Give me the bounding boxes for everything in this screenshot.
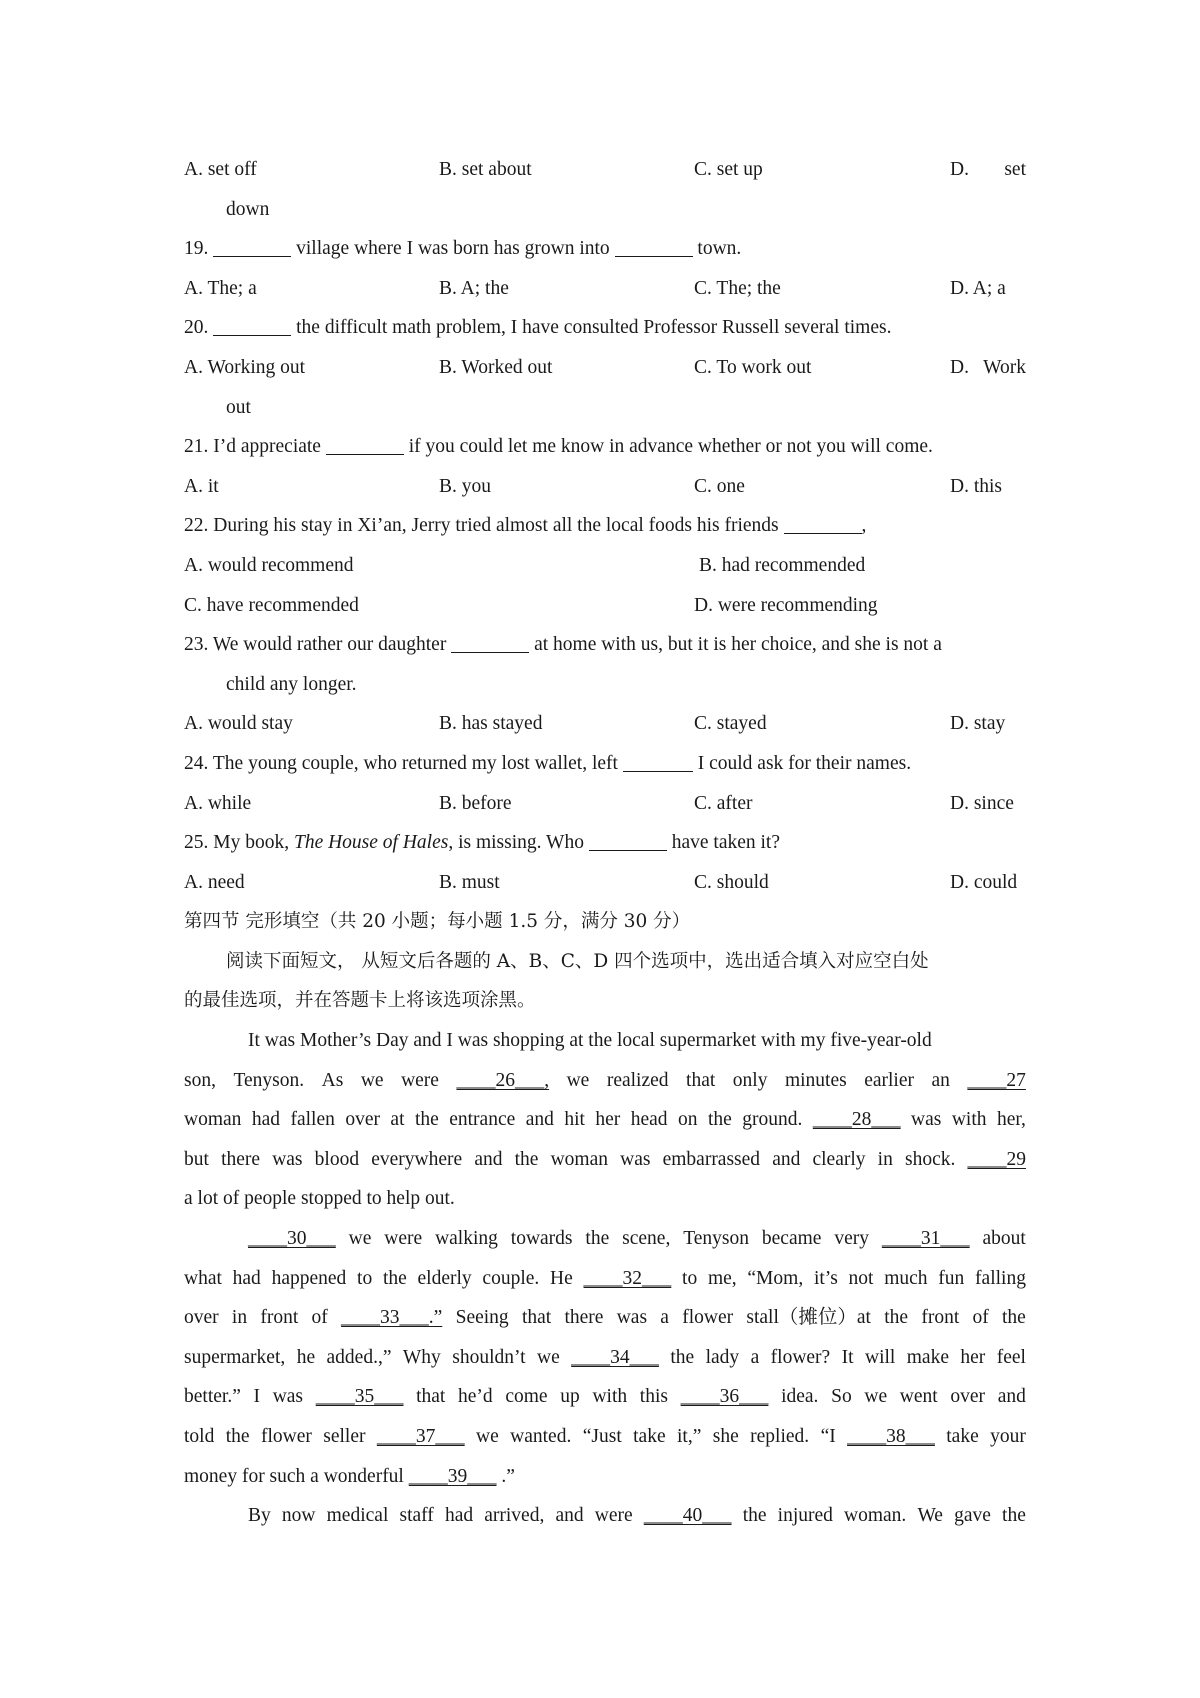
passage-line-6 bbox=[184, 1219, 1026, 1259]
q21-text: 21. I’d appreciate bbox=[184, 436, 321, 458]
passage-line-4 bbox=[184, 1140, 1026, 1180]
q25-book-title: The House of Hales bbox=[293, 832, 449, 854]
q24-option-b: B. before bbox=[439, 792, 512, 814]
q19-blank-1 bbox=[213, 236, 291, 257]
cloze-blank: ____30___ bbox=[248, 1228, 336, 1250]
passage-word: a bbox=[750, 1346, 760, 1368]
passage-word: the bbox=[1002, 1505, 1026, 1527]
passage-word: It bbox=[841, 1346, 854, 1368]
q24-text: 24. The young couple, who returned my lost wallet, left bbox=[184, 752, 618, 774]
q24-blank bbox=[623, 751, 693, 772]
passage-word: at bbox=[390, 1109, 405, 1131]
q18-option-a: A. set off bbox=[184, 159, 257, 180]
passage-word: head bbox=[630, 1109, 668, 1131]
q20-option-d-letter: D. bbox=[950, 356, 969, 378]
passage-word: an bbox=[931, 1069, 950, 1091]
passage-word: we bbox=[566, 1069, 590, 1091]
passage-word: the bbox=[707, 1109, 732, 1131]
passage-word: had bbox=[444, 1505, 474, 1527]
passage-word: he’d bbox=[458, 1386, 493, 1408]
passage-word: flower bbox=[260, 1426, 312, 1447]
passage-word: earlier bbox=[864, 1069, 914, 1091]
cloze-blank: ____27 bbox=[967, 1069, 1026, 1091]
passage-word: was bbox=[616, 1307, 648, 1329]
passage-word: “Just bbox=[582, 1426, 622, 1447]
q19-blank-2 bbox=[615, 236, 693, 257]
passage-word: with bbox=[951, 1109, 987, 1131]
q22-options-row-1 bbox=[184, 546, 1026, 586]
passage-line-12-end: .” bbox=[501, 1465, 515, 1487]
cloze-blank: ____34___ bbox=[571, 1346, 659, 1368]
passage-word: now bbox=[281, 1505, 316, 1527]
q19-number: 19. bbox=[184, 238, 209, 260]
passage-word: I bbox=[253, 1386, 261, 1408]
q18-options bbox=[184, 150, 1026, 190]
cloze-blank: ____28___ bbox=[812, 1109, 901, 1131]
q23-option-d: D. stay bbox=[950, 713, 1006, 735]
section-instructions-2: 的最佳选项，并在答题卡上将该选项涂黑。 bbox=[184, 990, 536, 1012]
q20-blank bbox=[213, 315, 291, 336]
passage-word: the bbox=[225, 1426, 250, 1447]
cloze-blank: ____40___ bbox=[643, 1505, 732, 1527]
passage-word: By bbox=[248, 1505, 271, 1527]
passage-word: added.,” bbox=[326, 1346, 392, 1368]
passage-word: staff bbox=[399, 1505, 434, 1527]
passage-word: shock. bbox=[904, 1148, 956, 1170]
passage-word: of bbox=[972, 1307, 989, 1329]
passage-word: that bbox=[416, 1386, 446, 1408]
passage-word: front bbox=[921, 1307, 960, 1329]
q21-blank bbox=[326, 434, 404, 455]
q25-option-c: C. should bbox=[694, 871, 769, 893]
passage-word: the bbox=[514, 1148, 539, 1170]
passage-word: were bbox=[594, 1505, 633, 1527]
q25-option-d: D. could bbox=[950, 871, 1018, 893]
passage-word: Seeing bbox=[455, 1307, 509, 1329]
cloze-blank-39: ____39___ bbox=[408, 1465, 497, 1487]
passage-word: but bbox=[184, 1148, 209, 1170]
passage-word: We bbox=[917, 1505, 943, 1527]
passage-word: the bbox=[414, 1109, 439, 1131]
passage-word: only bbox=[732, 1069, 768, 1091]
passage-word: we bbox=[536, 1346, 560, 1368]
passage-line-13 bbox=[184, 1496, 1026, 1536]
passage-word: your bbox=[990, 1426, 1026, 1447]
q20-option-c: C. To work out bbox=[694, 356, 812, 378]
section-instructions-1: 阅读下面短文， 从短文后各题的 A、B、C、D 四个选项中，选出适合填入对应空白处 bbox=[226, 950, 929, 972]
passage-word: flower bbox=[682, 1307, 734, 1329]
passage-word: couple. bbox=[482, 1267, 540, 1289]
q22-option-a: A. would recommend bbox=[184, 554, 354, 576]
passage-word: replied. bbox=[750, 1426, 810, 1447]
q24-option-d: D. since bbox=[950, 792, 1014, 814]
passage-word: this bbox=[639, 1386, 668, 1408]
section-heading: 第四节 完形填空（共 20 小题；每小题 1.5 分，满分 30 分） bbox=[184, 911, 691, 933]
passage-word: fallen bbox=[290, 1109, 335, 1131]
cloze-blank: ____38___ bbox=[847, 1426, 935, 1447]
passage-word: will bbox=[864, 1346, 896, 1368]
passage-word: the bbox=[884, 1307, 909, 1329]
passage-word: up bbox=[560, 1386, 580, 1408]
passage-word: he bbox=[296, 1346, 316, 1368]
passage-word: told bbox=[184, 1426, 215, 1447]
q18-option-d-cont: down bbox=[226, 198, 270, 220]
q18-option-b: B. set about bbox=[439, 159, 532, 180]
q20-stem bbox=[184, 308, 1026, 348]
passage-line-11 bbox=[184, 1417, 1026, 1457]
q20-option-a: A. Working out bbox=[184, 356, 306, 378]
q23-stem-cont: child any longer. bbox=[226, 673, 357, 695]
q24-text-end: I could ask for their names. bbox=[697, 752, 912, 774]
q20-number: 20. bbox=[184, 317, 209, 339]
q21-option-b: B. you bbox=[439, 475, 492, 497]
passage-word: medical bbox=[326, 1505, 389, 1527]
passage-word: make bbox=[906, 1346, 949, 1368]
q23-options bbox=[184, 704, 1026, 744]
q21-options bbox=[184, 467, 1026, 507]
passage-word: falling bbox=[975, 1267, 1026, 1289]
passage-word: her, bbox=[996, 1109, 1026, 1131]
q25-text-end: have taken it? bbox=[671, 832, 780, 854]
passage-word: over bbox=[184, 1307, 219, 1329]
q24-stem bbox=[184, 744, 1026, 784]
q23-option-a: A. would stay bbox=[184, 713, 293, 735]
passage-word: gave bbox=[954, 1505, 991, 1527]
passage-word: the bbox=[742, 1505, 767, 1527]
q20-option-d-cont: out bbox=[226, 396, 251, 418]
passage-word: we bbox=[348, 1228, 372, 1250]
passage-word: me, bbox=[707, 1267, 737, 1289]
q22-blank bbox=[784, 513, 862, 534]
passage-word: front bbox=[260, 1307, 299, 1329]
passage-word: of bbox=[311, 1307, 328, 1329]
passage-word: and bbox=[555, 1505, 584, 1527]
q21-stem bbox=[184, 427, 1026, 467]
passage-word: arrived, bbox=[484, 1505, 545, 1527]
passage-word: wanted. bbox=[510, 1426, 572, 1447]
passage-word: scene, bbox=[622, 1228, 671, 1250]
exam-page bbox=[184, 150, 1026, 1536]
q25-text-mid: , is missing. Who bbox=[448, 832, 584, 854]
q19-text-end: town. bbox=[697, 238, 742, 260]
passage-word: injured bbox=[777, 1505, 833, 1527]
q23-blank bbox=[451, 632, 529, 653]
passage-word: take bbox=[633, 1426, 666, 1447]
q21-option-d: D. this bbox=[950, 475, 1003, 497]
passage-word: her bbox=[595, 1109, 621, 1131]
q20-text: the difficult math problem, I have consulted Professor Russell several times. bbox=[296, 317, 892, 339]
passage-word: He bbox=[550, 1267, 573, 1289]
passage-word: had bbox=[232, 1267, 261, 1289]
cloze-blank: ____36___ bbox=[680, 1386, 769, 1408]
cloze-blank: ____26___, bbox=[456, 1069, 550, 1091]
passage-word: entrance bbox=[449, 1109, 516, 1131]
passage-word: Why bbox=[402, 1346, 441, 1368]
passage-word: woman bbox=[184, 1109, 242, 1131]
q25-blank bbox=[589, 830, 667, 851]
passage-word: woman. bbox=[844, 1505, 907, 1527]
passage-word: that bbox=[521, 1307, 552, 1329]
passage-word: was bbox=[911, 1109, 942, 1131]
q20-option-d-word: Work bbox=[983, 356, 1026, 378]
passage-word: minutes bbox=[784, 1069, 847, 1091]
q22-text: 22. During his stay in Xi’an, Jerry tried almost all the local foods his friends bbox=[184, 515, 779, 537]
q18-option-d-letter: D. bbox=[950, 159, 969, 180]
passage-word: shouldn’t bbox=[452, 1346, 526, 1368]
passage-word: flower? bbox=[770, 1346, 831, 1368]
q22-option-d: D. were recommending bbox=[694, 594, 878, 616]
passage-word: over bbox=[345, 1109, 380, 1131]
passage-word: the bbox=[585, 1228, 610, 1250]
passage-word: about bbox=[982, 1228, 1026, 1250]
passage-word: feel bbox=[996, 1346, 1026, 1368]
passage-line-10 bbox=[184, 1377, 1026, 1417]
passage-word: was bbox=[272, 1386, 304, 1408]
passage-word: take bbox=[946, 1426, 979, 1447]
q22-stem bbox=[184, 506, 1026, 546]
passage-word: elderly bbox=[417, 1267, 472, 1289]
passage-word: much bbox=[884, 1267, 928, 1289]
q23-stem bbox=[184, 625, 1026, 665]
passage-word: Tenyson. bbox=[233, 1069, 305, 1091]
q19-stem bbox=[184, 229, 1026, 269]
q19-text: village where I was born has grown into bbox=[296, 238, 610, 260]
passage-word: supermarket, bbox=[184, 1346, 286, 1368]
passage-word: and bbox=[997, 1386, 1026, 1408]
passage-word: the bbox=[1002, 1307, 1026, 1329]
passage-line-2 bbox=[184, 1061, 1026, 1101]
q19-options bbox=[184, 269, 1026, 309]
passage-word: woman bbox=[550, 1148, 608, 1170]
q25-option-a: A. need bbox=[184, 871, 245, 893]
passage-word: fun bbox=[938, 1267, 965, 1289]
q18-option-d bbox=[950, 150, 1026, 190]
q22-option-b: B. had recommended bbox=[699, 554, 866, 576]
q20-options bbox=[184, 348, 1026, 388]
cloze-blank: ____29 bbox=[967, 1148, 1026, 1170]
q21-option-c: C. one bbox=[694, 475, 745, 497]
cloze-blank: ____33___.” bbox=[341, 1307, 443, 1329]
q19-option-a: A. The; a bbox=[184, 277, 257, 299]
passage-word: to bbox=[682, 1267, 698, 1289]
passage-word: with bbox=[592, 1386, 628, 1408]
passage-word: “Mom, bbox=[747, 1267, 804, 1289]
q20-option-b: B. Worked out bbox=[439, 356, 553, 378]
passage-line-7 bbox=[184, 1259, 1026, 1299]
passage-word: “I bbox=[820, 1426, 836, 1447]
passage-line-8 bbox=[184, 1298, 1026, 1338]
passage-word: clearly bbox=[812, 1148, 866, 1170]
passage-word: were bbox=[401, 1069, 439, 1091]
passage-word: ground. bbox=[742, 1109, 803, 1131]
passage-line-3 bbox=[184, 1100, 1026, 1140]
q24-options bbox=[184, 784, 1026, 824]
passage-word: not bbox=[848, 1267, 874, 1289]
passage-line-1: It was Mother’s Day and I was shopping at the local supermarket with my five-year-old bbox=[248, 1030, 932, 1052]
passage-word: everywhere bbox=[371, 1148, 463, 1170]
q23-text-end: at home with us, but it is her choice, and she is not a bbox=[534, 634, 942, 656]
cloze-blank: ____31___ bbox=[881, 1228, 970, 1250]
cloze-blank: ____37___ bbox=[376, 1426, 465, 1447]
passage-word: we bbox=[360, 1069, 384, 1091]
q19-option-b: B. A; the bbox=[439, 277, 509, 299]
q20-option-d bbox=[950, 348, 1026, 388]
q25-text: 25. My book, bbox=[184, 832, 290, 854]
q18-option-c: C. set up bbox=[694, 159, 763, 180]
passage-word: that bbox=[686, 1069, 716, 1091]
passage-word: and bbox=[772, 1148, 801, 1170]
passage-line-12 bbox=[184, 1457, 1026, 1497]
passage-word: we bbox=[864, 1386, 888, 1408]
q24-option-a: A. while bbox=[184, 792, 252, 814]
passage-word: were bbox=[384, 1228, 423, 1250]
q23-option-c: C. stayed bbox=[694, 713, 767, 735]
q22-options-row-2 bbox=[184, 586, 1026, 626]
passage-word: over bbox=[950, 1386, 986, 1408]
q21-text-end: if you could let me know in advance whether or not you will come. bbox=[408, 436, 933, 458]
passage-word: was bbox=[272, 1148, 303, 1170]
passage-word: and bbox=[474, 1148, 503, 1170]
passage-line-9 bbox=[184, 1338, 1026, 1378]
passage-word: to bbox=[357, 1267, 373, 1289]
passage-word: in bbox=[231, 1307, 248, 1329]
passage-word: became bbox=[761, 1228, 822, 1250]
cloze-blank: ____32___ bbox=[583, 1267, 672, 1289]
passage-word: lady bbox=[705, 1346, 740, 1368]
passage-word: the bbox=[670, 1346, 695, 1368]
passage-word: it’s bbox=[813, 1267, 838, 1289]
passage-word: happened bbox=[271, 1267, 347, 1289]
cloze-blank: ____35___ bbox=[315, 1386, 404, 1408]
passage-word: and bbox=[525, 1109, 554, 1131]
passage-word: was bbox=[620, 1148, 651, 1170]
passage-word: there bbox=[564, 1307, 604, 1329]
q19-option-d: D. A; a bbox=[950, 277, 1006, 299]
passage-line-12-text: money for such a wonderful bbox=[184, 1465, 404, 1487]
q22-text-end: , bbox=[861, 515, 867, 537]
passage-word: better.” bbox=[184, 1386, 241, 1408]
q19-option-c: C. The; the bbox=[694, 277, 781, 299]
passage-word: hit bbox=[564, 1109, 585, 1131]
passage-word: we bbox=[476, 1426, 499, 1447]
q24-option-c: C. after bbox=[694, 792, 753, 814]
passage-word: stall（摊位）at bbox=[746, 1307, 871, 1329]
q23-text: 23. We would rather our daughter bbox=[184, 634, 447, 656]
passage-word: blood bbox=[314, 1148, 360, 1170]
q21-option-a: A. it bbox=[184, 475, 219, 497]
q23-option-b: B. has stayed bbox=[439, 713, 543, 735]
passage-word: seller bbox=[323, 1426, 366, 1447]
q25-option-b: B. must bbox=[439, 871, 500, 893]
passage-word: it,” bbox=[677, 1426, 702, 1447]
q22-option-c: C. have recommended bbox=[184, 594, 359, 616]
q25-options bbox=[184, 863, 1026, 903]
passage-word: the bbox=[382, 1267, 407, 1289]
passage-word: very bbox=[834, 1228, 869, 1250]
passage-word: went bbox=[899, 1386, 938, 1408]
passage-word: on bbox=[678, 1109, 698, 1131]
passage-word: she bbox=[712, 1426, 739, 1447]
passage-word: realized bbox=[606, 1069, 669, 1091]
passage-word: her bbox=[960, 1346, 986, 1368]
passage-word: walking bbox=[435, 1228, 498, 1250]
passage-word: in bbox=[877, 1148, 893, 1170]
passage-word: embarrassed bbox=[662, 1148, 761, 1170]
passage-word: Tenyson bbox=[683, 1228, 750, 1250]
passage-word: As bbox=[321, 1069, 344, 1091]
q25-stem bbox=[184, 823, 1026, 863]
passage-line-5: a lot of people stopped to help out. bbox=[184, 1188, 455, 1210]
passage-word: idea. bbox=[781, 1386, 819, 1408]
passage-word: come bbox=[505, 1386, 548, 1408]
passage-word: So bbox=[831, 1386, 852, 1408]
passage-word: had bbox=[251, 1109, 281, 1131]
q18-option-d-word: set bbox=[1004, 159, 1026, 180]
passage-word: towards bbox=[510, 1228, 573, 1250]
passage-word: a bbox=[660, 1307, 669, 1329]
passage-word: son, bbox=[184, 1069, 216, 1091]
passage-word: there bbox=[221, 1148, 261, 1170]
passage-word: what bbox=[184, 1267, 222, 1289]
